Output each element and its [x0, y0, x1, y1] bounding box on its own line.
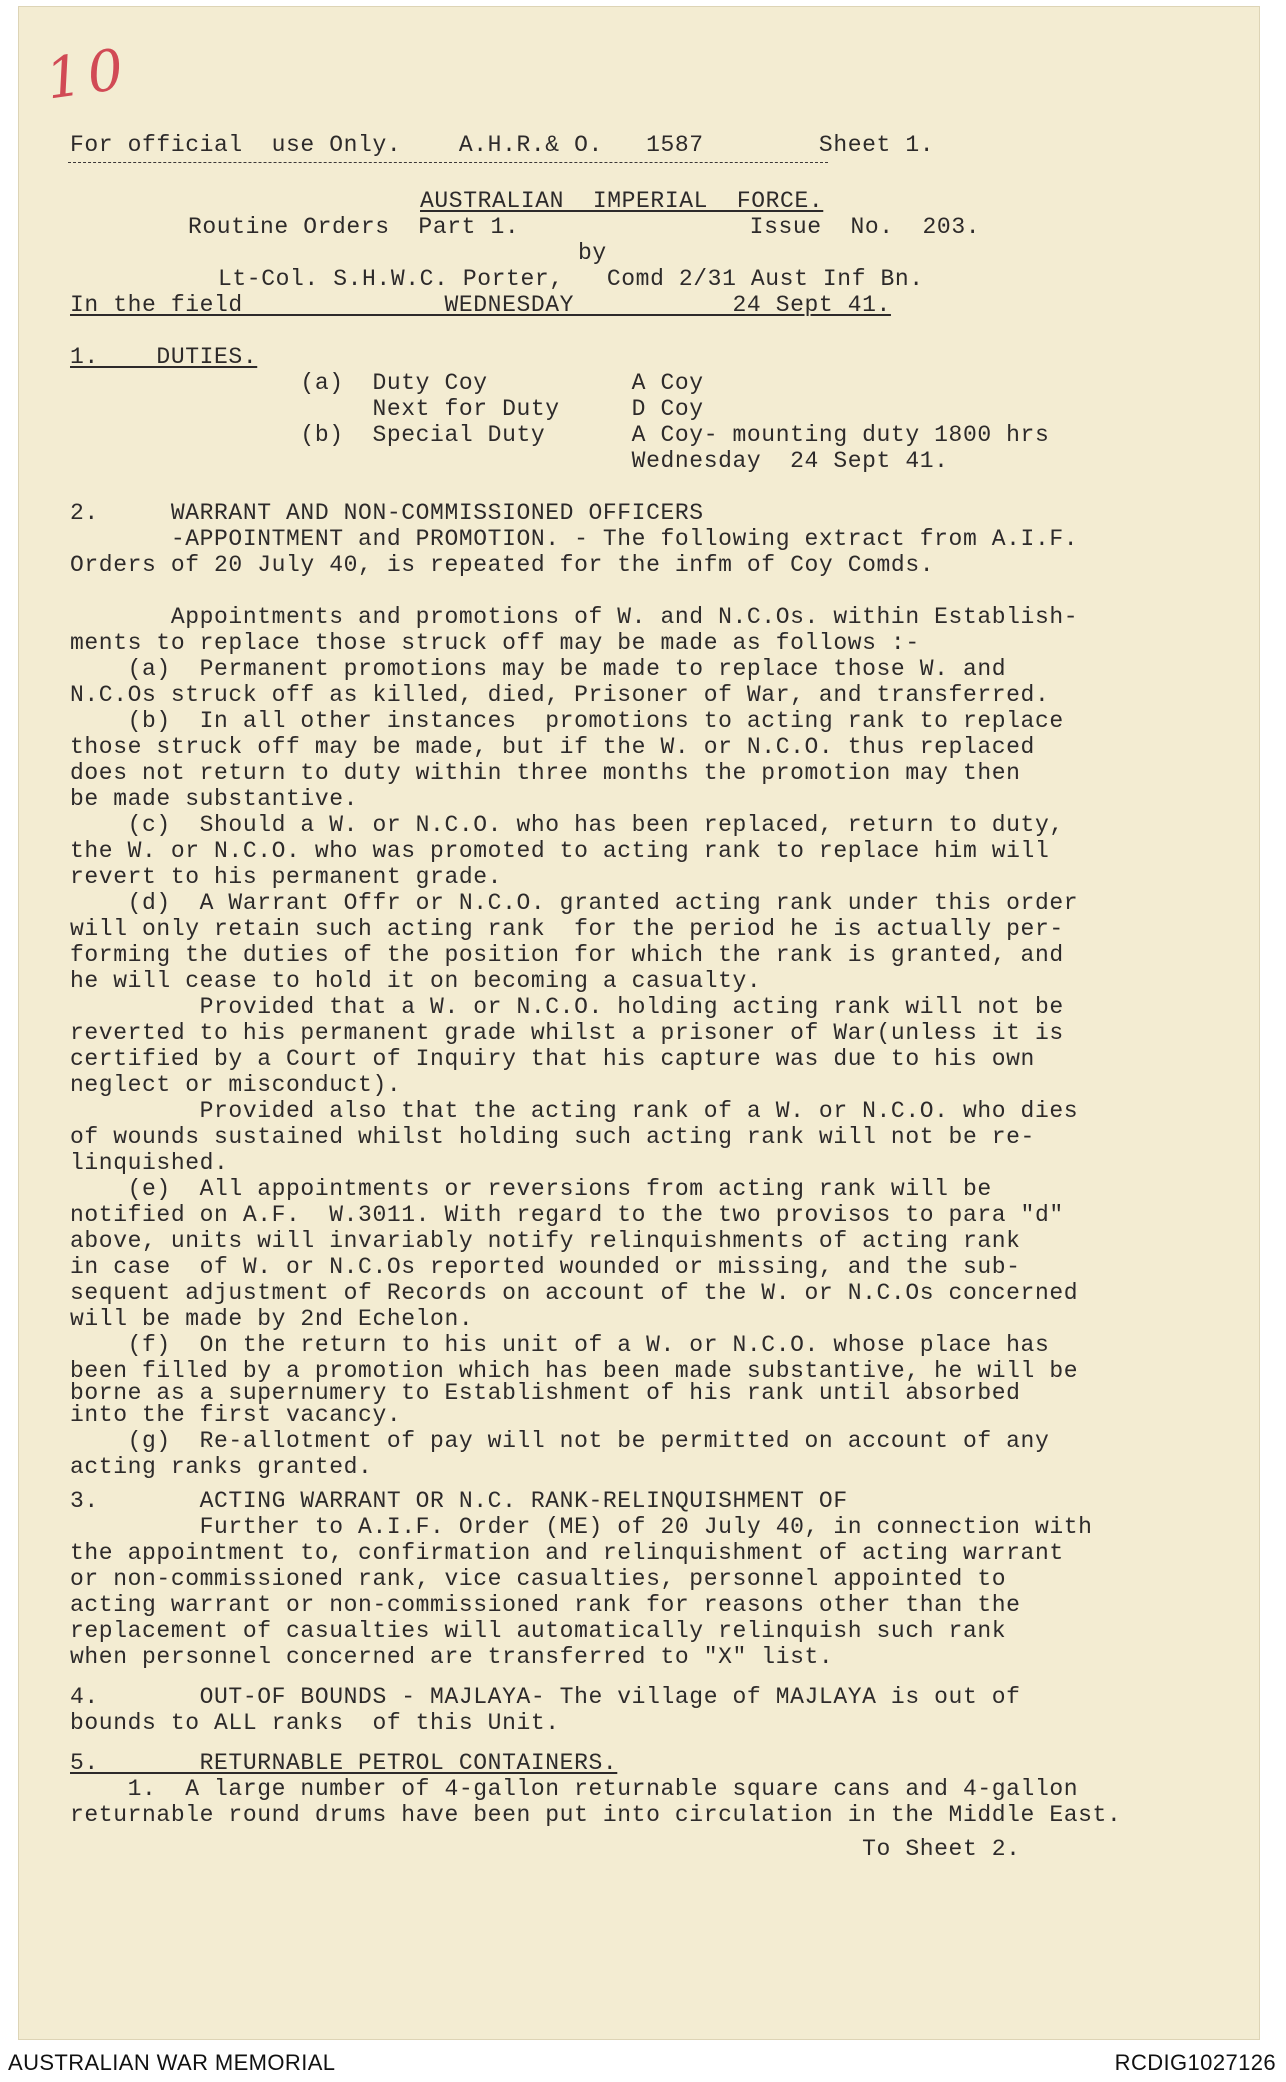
footer-archive-name: AUSTRALIAN WAR MEMORIAL	[8, 2050, 336, 2075]
header-line-4: by	[578, 240, 607, 266]
line-29: linquished.	[70, 1150, 229, 1176]
line-0: 1. DUTIES.	[70, 344, 258, 370]
line-25: certified by a Court of Inquiry that his capture was due to his own	[70, 1046, 1035, 1072]
line-48: when personnel concerned are transferred to "X" list.	[70, 1644, 834, 1670]
line-50: bounds to ALL ranks of this Unit.	[70, 1710, 560, 1736]
line-21: forming the duties of the position for which the rank is granted, and	[70, 942, 1064, 968]
handwritten-page-number: 10	[41, 36, 134, 113]
line-38: borne as a supernumery to Establishment of his rank until absorbed	[70, 1380, 1021, 1406]
line-51: 5. RETURNABLE PETROL CONTAINERS.	[70, 1750, 618, 1776]
line-17: the W. or N.C.O. who was promoted to acting rank to replace him will	[70, 838, 1050, 864]
line-47: replacement of casualties will automatically relinquish such rank	[70, 1618, 1007, 1644]
header-line-1: For official use Only. A.H.R.& O. 1587 Sheet 1.	[70, 132, 935, 158]
line-34: sequent adjustment of Records on account of the W. or N.C.Os concerned	[70, 1280, 1079, 1306]
line-53: returnable round drums have been put into circulation in the Middle East.	[70, 1802, 1122, 1828]
header-line-5: Lt-Col. S.H.W.C. Porter, Comd 2/31 Aust Inf Bn.	[218, 266, 924, 292]
line-7: Orders of 20 July 40, is repeated for the infm of Coy Comds.	[70, 552, 935, 578]
line-39: into the first vacancy.	[70, 1402, 402, 1428]
line-22: he will cease to hold it on becoming a casualty.	[70, 968, 762, 994]
line-52: 1. A large number of 4-gallon returnable square cans and 4-gallon	[70, 1776, 1079, 1802]
line-2: Next for Duty D Coy	[70, 396, 704, 422]
line-49: 4. OUT-OF BOUNDS - MAJLAYA- The village of MAJLAYA is out of	[70, 1684, 1021, 1710]
line-41: acting ranks granted.	[70, 1454, 373, 1480]
footer-record-id: RCDIG1027126	[1114, 2050, 1276, 2075]
line-14: does not return to duty within three months the promotion may then	[70, 760, 1021, 786]
line-54: To Sheet 2.	[70, 1836, 1021, 1862]
line-1: (a) Duty Coy A Coy	[70, 370, 704, 396]
line-26: neglect or misconduct).	[70, 1072, 402, 1098]
line-31: notified on A.F. W.3011. With regard to the two provisos to para "d"	[70, 1202, 1064, 1228]
line-10: (a) Permanent promotions may be made to replace those W. and	[70, 656, 1007, 682]
document-sheet	[18, 6, 1260, 2040]
header-line-3: Routine Orders Part 1. Issue No. 203.	[188, 214, 981, 240]
line-18: revert to his permanent grade.	[70, 864, 503, 890]
header-rule	[68, 162, 828, 163]
line-42: 3. ACTING WARRANT OR N.C. RANK-RELINQUISHMENT OF	[70, 1488, 848, 1514]
line-12: (b) In all other instances promotions to acting rank to replace	[70, 708, 1064, 734]
line-24: reverted to his permanent grade whilst a prisoner of War(unless it is	[70, 1020, 1064, 1046]
line-33: in case of W. or N.C.Os reported wounded or missing, and the sub-	[70, 1254, 1021, 1280]
line-13: those struck off may be made, but if the W. or N.C.O. thus replaced	[70, 734, 1035, 760]
line-19: (d) A Warrant Offr or N.C.O. granted acting rank under this order	[70, 890, 1079, 916]
line-11: N.C.Os struck off as killed, died, Prisoner of War, and transferred.	[70, 682, 1050, 708]
line-35: will be made by 2nd Echelon.	[70, 1306, 474, 1332]
line-45: or non-commissioned rank, vice casualties, personnel appointed to	[70, 1566, 1007, 1592]
line-4: Wednesday 24 Sept 41.	[70, 448, 949, 474]
line-28: of wounds sustained whilst holding such acting rank will not be re-	[70, 1124, 1035, 1150]
line-6: -APPOINTMENT and PROMOTION. - The following extract from A.I.F.	[70, 526, 1079, 552]
line-20: will only retain such acting rank for the period he is actually per-	[70, 916, 1064, 942]
header-line-6: In the field WEDNESDAY 24 Sept 41.	[70, 292, 891, 318]
line-43: Further to A.I.F. Order (ME) of 20 July 40, in connection with	[70, 1514, 1093, 1540]
line-30: (e) All appointments or reversions from acting rank will be	[70, 1176, 992, 1202]
line-8: Appointments and promotions of W. and N.C.Os. within Establish-	[70, 604, 1079, 630]
line-5: 2. WARRANT AND NON-COMMISSIONED OFFICERS	[70, 500, 704, 526]
line-16: (c) Should a W. or N.C.O. who has been replaced, return to duty,	[70, 812, 1064, 838]
header-title: AUSTRALIAN IMPERIAL FORCE.	[420, 188, 824, 214]
line-3: (b) Special Duty A Coy- mounting duty 1800 hrs	[70, 422, 1050, 448]
line-37: been filled by a promotion which has been made substantive, he will be	[70, 1358, 1079, 1384]
line-9: ments to replace those struck off may be made as follows :-	[70, 630, 920, 656]
line-40: (g) Re-allotment of pay will not be permitted on account of any	[70, 1428, 1050, 1454]
line-32: above, units will invariably notify relinquishments of acting rank	[70, 1228, 1021, 1254]
line-15: be made substantive.	[70, 786, 359, 812]
line-23: Provided that a W. or N.C.O. holding acting rank will not be	[70, 994, 1064, 1020]
line-46: acting warrant or non-commissioned rank for reasons other than the	[70, 1592, 1021, 1618]
line-27: Provided also that the acting rank of a W. or N.C.O. who dies	[70, 1098, 1079, 1124]
line-36: (f) On the return to his unit of a W. or N.C.O. whose place has	[70, 1332, 1050, 1358]
line-44: the appointment to, confirmation and relinquishment of acting warrant	[70, 1540, 1064, 1566]
